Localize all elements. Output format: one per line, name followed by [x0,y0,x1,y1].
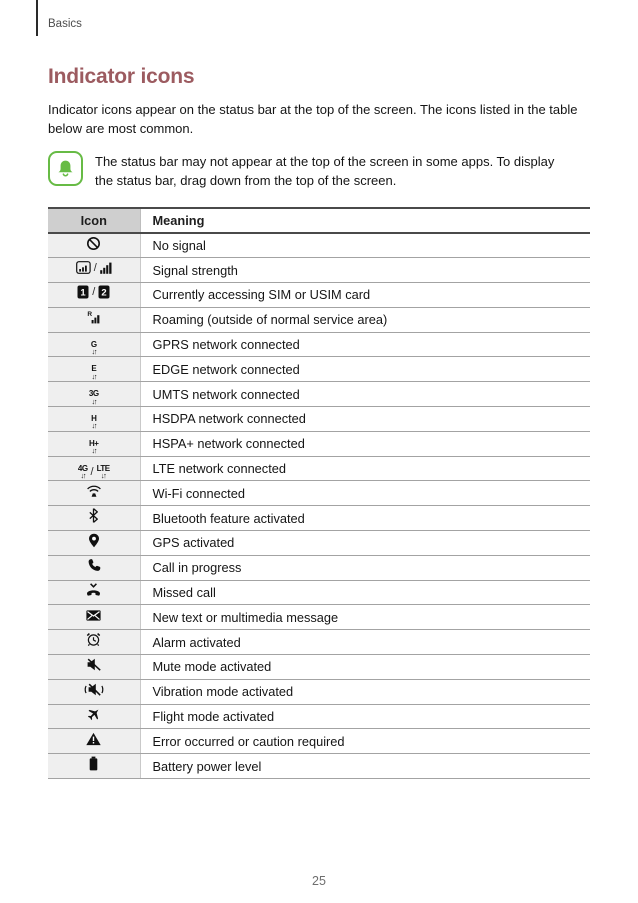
gprs-network-icon: G ↓↑ [90,339,97,357]
meaning-cell: Alarm activated [140,630,590,655]
meaning-cell: Flight mode activated [140,704,590,729]
flight-mode-icon [85,706,102,723]
table-row [48,555,590,580]
call-icon [87,558,101,572]
meaning-cell: Roaming (outside of normal service area) [140,307,590,332]
meaning-cell: EDGE network connected [140,357,590,382]
intro-paragraph: Indicator icons appear on the status bar at the top of the screen. The icons listed in the table below are most common. [48,102,578,136]
icon-cell [48,580,140,605]
table-row [48,307,590,332]
meaning-cell: Wi-Fi connected [140,481,590,506]
table-row [48,407,590,432]
margin-rule [36,0,38,36]
page-number: 25 [312,874,326,888]
meaning-cell: HSPA+ network connected [140,431,590,456]
hsdpa-network-icon: H ↓↑ [91,413,97,431]
roaming-icon [87,310,101,324]
bluetooth-icon [88,508,99,523]
icon-cell [48,704,140,729]
icon-cell [48,456,140,481]
icon-cell [48,679,140,704]
icon-cell [48,729,140,754]
table-row [48,258,590,283]
page-content [48,0,590,779]
table-row [48,754,590,779]
table-row [48,704,590,729]
meaning-cell: Missed call [140,580,590,605]
meaning-cell: New text or multimedia message [140,605,590,630]
icon-column-header: Icon [48,208,140,233]
table-row [48,332,590,357]
meaning-cell: HSDPA network connected [140,407,590,432]
signal-strength-icons: / [76,261,112,274]
meaning-cell: GPS activated [140,531,590,556]
icon-cell [48,407,140,432]
icon-cell [48,630,140,655]
table-row [48,456,590,481]
icon-cell [48,605,140,630]
meaning-cell: GPRS network connected [140,332,590,357]
icon-cell [48,531,140,556]
table-row [48,729,590,754]
table-row [48,679,590,704]
meaning-cell: Signal strength [140,258,590,283]
icon-cell [48,283,140,308]
icon-cell [48,332,140,357]
table-row [48,531,590,556]
icon-cell [48,555,140,580]
icon-cell [48,258,140,283]
vibration-icon [84,683,104,696]
table-row [48,580,590,605]
icon-cell [48,481,140,506]
table-row [48,655,590,680]
note-text: The status bar may not appear at the top of the screen in some apps. To display the status bar, drag down from the top of the screen. [95,154,555,188]
message-icon [86,610,101,621]
alarm-icon [86,632,101,647]
table-row [48,283,590,308]
icon-cell [48,233,140,258]
edge-network-icon: E ↓↑ [91,364,97,381]
meaning-cell: Call in progress [140,555,590,580]
table-row [48,382,590,407]
svg-text:1: 1 [80,287,86,299]
page-title: Indicator icons [48,65,195,88]
wifi-icon [86,484,102,497]
icon-cell [48,754,140,779]
meaning-cell: Battery power level [140,754,590,779]
note-callout [48,151,576,190]
hspa-network-icon: H+ ↓↑ [89,438,99,456]
meaning-cell: Currently accessing SIM or USIM card [140,283,590,308]
warning-icon [86,732,101,746]
gps-icon [88,533,100,548]
meaning-column-header: Meaning [140,208,590,233]
meaning-cell: No signal [140,233,590,258]
notification-bell-icon [48,151,83,186]
svg-text:R: R [87,311,92,319]
missed-call-icon [86,583,101,597]
icon-cell [48,506,140,531]
icon-cell [48,655,140,680]
umts-network-icon: 3G ↓↑ [88,389,99,406]
table-row [48,630,590,655]
sim-card-icons: 1 / 2 [77,285,110,299]
table-row [48,357,590,382]
lte-network-icons: 4G ↓↑ / LTE ↓↑ [77,463,110,481]
battery-icon [89,756,98,771]
icon-cell [48,357,140,382]
meaning-cell: Error occurred or caution required [140,729,590,754]
icon-cell [48,431,140,456]
meaning-cell: UMTS network connected [140,382,590,407]
meaning-cell: Vibration mode activated [140,679,590,704]
table-row [48,481,590,506]
table-header-row [48,208,590,233]
breadcrumb: Basics [48,18,82,30]
meaning-cell: LTE network connected [140,456,590,481]
no-signal-icon [86,236,101,251]
indicator-icons-table [48,207,590,779]
table-row [48,605,590,630]
icon-cell [48,307,140,332]
table-row [48,506,590,531]
table-row [48,233,590,258]
meaning-cell: Bluetooth feature activated [140,506,590,531]
table-row [48,431,590,456]
icon-cell [48,382,140,407]
meaning-cell: Mute mode activated [140,655,590,680]
mute-icon [87,658,101,671]
svg-text:2: 2 [101,287,107,299]
